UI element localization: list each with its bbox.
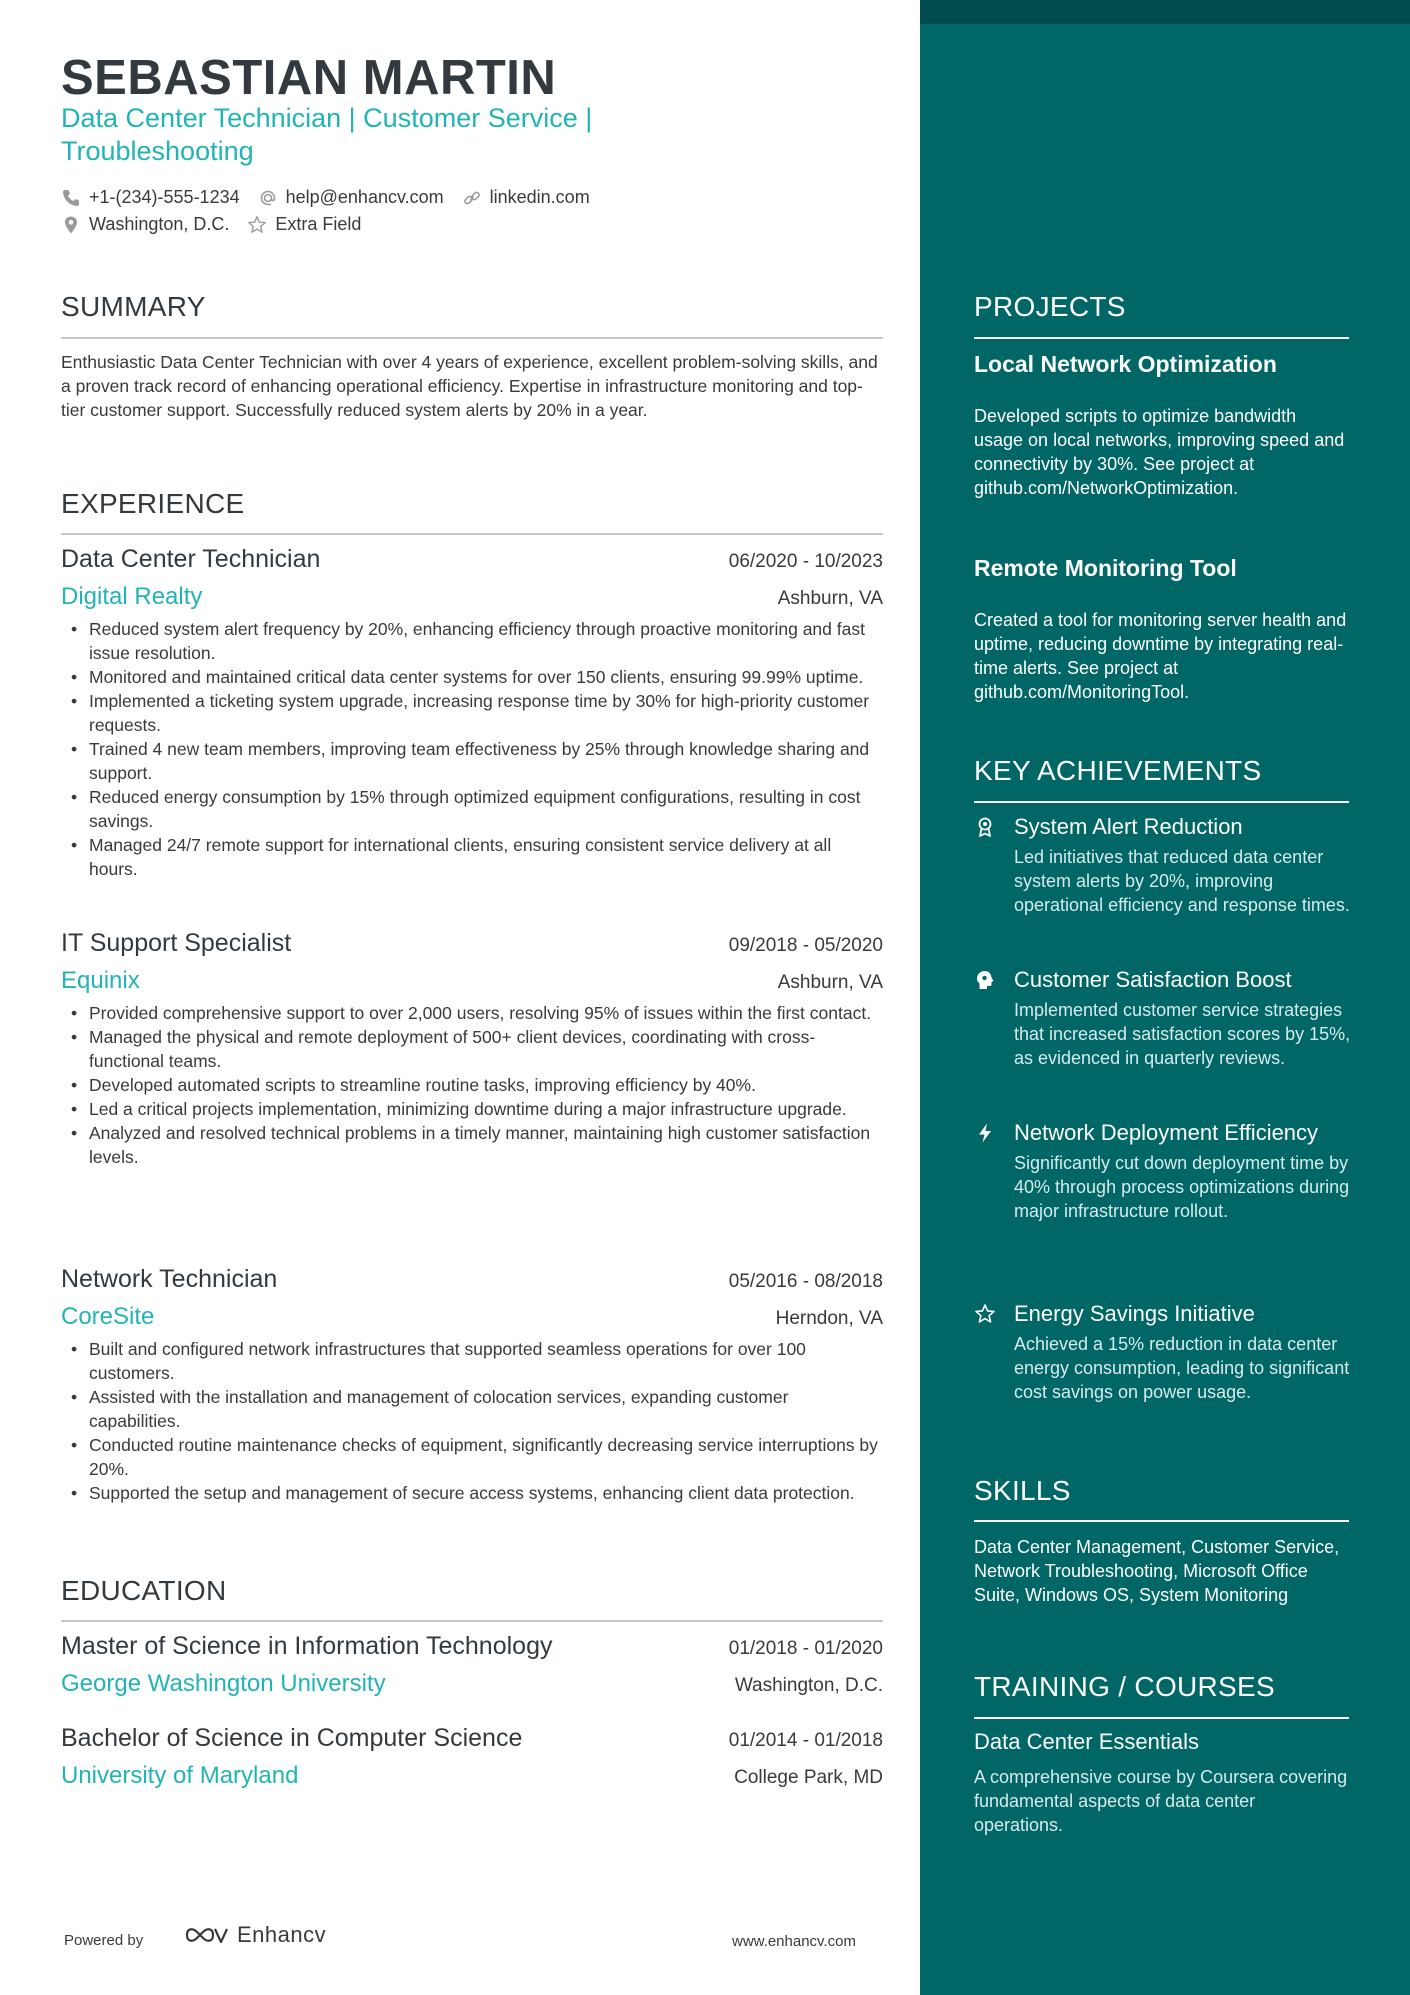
achievement-description: Achieved a 15% reduction in data center energy consumption, leading to significant cost savings on power usage.	[1014, 1334, 1350, 1402]
school-location: College Park, MD	[734, 1767, 883, 1788]
job-dates: 06/2020 - 10/2023	[728, 551, 883, 572]
list-item: • Trained 4 new team members, improving team effectiveness by 25% through knowledge sharing and support.	[61, 737, 883, 785]
star-outline-icon	[974, 1303, 996, 1325]
education-entry	[61, 1724, 883, 1800]
job-company: Equinix	[61, 967, 140, 994]
achievement-description: Led initiatives that reduced data center system alerts by 20%, improving operational efficiency and response times.	[1014, 847, 1350, 915]
contact-email[interactable]	[258, 187, 444, 208]
contact-info	[61, 184, 861, 238]
summary-divider	[61, 337, 883, 339]
achievement-title: Network Deployment Efficiency	[1014, 1120, 1319, 1145]
enhancv-logo-icon	[183, 1920, 231, 1950]
achievement-title: Energy Savings Initiative	[1014, 1301, 1255, 1326]
experience-entry	[61, 1265, 883, 1505]
projects-divider	[974, 337, 1349, 339]
location-pin-icon	[61, 215, 81, 235]
job-company: Digital Realty	[61, 583, 203, 610]
list-item: • Assisted with the installation and management of colocation services, expanding customer capabilities.	[61, 1385, 883, 1433]
candidate-name: SEBASTIAN MARTIN	[61, 51, 557, 105]
achievement-item	[966, 813, 1356, 917]
achievement-description: Implemented customer service strategies that increased satisfaction scores by 15%, as evidenced in quarterly reviews.	[1014, 1000, 1351, 1068]
job-title: IT Support Specialist	[61, 929, 292, 957]
skills-text: Data Center Management, Customer Service, Network Troubleshooting, Microsoft Office Suite, Windows OS, System Monitoring	[974, 1537, 1340, 1605]
achievement-item	[966, 1300, 1356, 1404]
school-name: George Washington University	[61, 1670, 386, 1697]
footer-url[interactable]: www.enhancv.com	[732, 1933, 856, 1950]
achievement-item	[966, 966, 1356, 1070]
list-item: • Analyzed and resolved technical problems in a timely manner, maintaining high customer satisfaction levels.	[61, 1121, 883, 1169]
list-item: • Built and configured network infrastructures that supported seamless operations for over 100 customers.	[61, 1337, 883, 1385]
contact-extra	[247, 214, 361, 235]
job-company: CoreSite	[61, 1303, 155, 1330]
project-title: Remote Monitoring Tool	[974, 555, 1237, 581]
list-item: • Reduced system alert frequency by 20%, enhancing efficiency through proactive monitoring and fast issue resolution.	[61, 617, 883, 665]
education-dates: 01/2018 - 01/2020	[728, 1638, 883, 1659]
job-bullets	[61, 1001, 883, 1169]
school-name: University of Maryland	[61, 1762, 299, 1789]
extra-field-text: Extra Field	[275, 214, 362, 234]
job-title: Data Center Technician	[61, 545, 321, 573]
list-item: • Conducted routine maintenance checks of equipment, significantly decreasing service interruptions by 20%.	[61, 1433, 883, 1481]
projects-heading: PROJECTS	[974, 291, 1126, 322]
course-title: Data Center Essentials	[974, 1729, 1199, 1754]
head-brain-icon	[974, 969, 996, 991]
contact-phone[interactable]	[61, 187, 240, 208]
summary-heading: SUMMARY	[61, 291, 206, 322]
degree-title: Bachelor of Science in Computer Science	[61, 1724, 523, 1752]
list-item: • Led a critical projects implementation, minimizing downtime during a major infrastructure upgrade.	[61, 1097, 883, 1121]
job-location: Ashburn, VA	[777, 972, 883, 993]
powered-by-label: Powered by	[64, 1932, 144, 1949]
list-item: • Supported the setup and management of secure access systems, enhancing client data protection.	[61, 1481, 883, 1505]
skills-divider	[974, 1520, 1349, 1522]
achievement-title: System Alert Reduction	[1014, 814, 1243, 839]
award-ribbon-icon	[974, 816, 996, 838]
linkedin-text: linkedin.com	[489, 187, 590, 207]
project-title: Local Network Optimization	[974, 351, 1277, 377]
achievement-description: Significantly cut down deployment time by 40% through process optimizations during major infrastructure rollout.	[1014, 1153, 1350, 1221]
education-divider	[61, 1620, 883, 1622]
job-dates: 09/2018 - 05/2020	[728, 935, 883, 956]
training-heading: TRAINING / COURSES	[974, 1671, 1275, 1702]
job-dates: 05/2016 - 08/2018	[728, 1271, 883, 1292]
list-item: • Managed 24/7 remote support for international clients, ensuring consistent service delivery at all hours.	[61, 833, 883, 881]
achievements-divider	[974, 801, 1349, 803]
project-description: Developed scripts to optimize bandwidth usage on local networks, improving speed and connectivity by 30%. See project at github.com/NetworkOptimization.	[974, 406, 1345, 498]
lightning-bolt-icon	[974, 1122, 996, 1144]
experience-heading: EXPERIENCE	[61, 488, 245, 519]
list-item: • Managed the physical and remote deployment of 500+ client devices, coordinating with cross-functional teams.	[61, 1025, 883, 1073]
brand-name: Enhancv	[237, 1922, 327, 1947]
achievement-title: Customer Satisfaction Boost	[1014, 967, 1292, 992]
skills-heading: SKILLS	[974, 1475, 1071, 1506]
list-item: • Reduced energy consumption by 15% through optimized equipment configurations, resulting in cost savings.	[61, 785, 883, 833]
job-location: Herndon, VA	[775, 1308, 883, 1329]
list-item: • Developed automated scripts to streamline routine tasks, improving efficiency by 40%.	[61, 1073, 883, 1097]
training-divider	[974, 1717, 1349, 1719]
contact-location	[61, 214, 229, 235]
location-text: Washington, D.C.	[89, 214, 230, 234]
enhancv-logo[interactable]	[183, 1920, 326, 1950]
phone-icon	[61, 188, 81, 208]
at-sign-icon	[258, 188, 278, 208]
email-text: help@enhancv.com	[285, 187, 444, 207]
experience-entry	[61, 545, 883, 881]
school-location: Washington, D.C.	[734, 1675, 883, 1696]
job-title: Network Technician	[61, 1265, 278, 1293]
education-heading: EDUCATION	[61, 1575, 227, 1606]
education-entry	[61, 1632, 883, 1708]
job-location: Ashburn, VA	[777, 588, 883, 609]
degree-title: Master of Science in Information Technology	[61, 1632, 553, 1660]
job-bullets	[61, 1337, 883, 1505]
project-description: Created a tool for monitoring server health and uptime, reducing downtime by integrating real-time alerts. See project at github.com/MonitoringTool.	[974, 610, 1347, 702]
job-bullets	[61, 617, 883, 881]
star-icon	[247, 215, 267, 235]
education-dates: 01/2014 - 01/2018	[728, 1730, 883, 1751]
achievements-heading: KEY ACHIEVEMENTS	[974, 755, 1262, 786]
link-icon	[462, 188, 482, 208]
experience-entry	[61, 929, 883, 1169]
phone-text: +1-(234)-555-1234	[89, 187, 240, 207]
candidate-headline: Data Center Technician | Customer Service | Troubleshooting	[61, 103, 593, 166]
contact-linkedin[interactable]	[462, 187, 590, 208]
summary-text: Enthusiastic Data Center Technician with over 4 years of experience, excellent problem-solving skills, and a proven track record of enhancing operational efficiency. Expertise in infrastructure monitoring and top-tier customer support. Successfully reduced system alerts by 20% in a year.	[61, 352, 878, 420]
sidebar-top-band	[920, 0, 1410, 24]
experience-divider	[61, 533, 883, 535]
list-item: • Provided comprehensive support to over 2,000 users, resolving 95% of issues within the first contact.	[61, 1001, 883, 1025]
list-item: • Monitored and maintained critical data center systems for over 150 clients, ensuring 99.99% uptime.	[61, 665, 883, 689]
course-description: A comprehensive course by Coursera covering fundamental aspects of data center operations.	[974, 1767, 1348, 1835]
list-item: • Implemented a ticketing system upgrade, increasing response time by 30% for high-priority customer requests.	[61, 689, 883, 737]
achievement-item	[966, 1119, 1356, 1223]
